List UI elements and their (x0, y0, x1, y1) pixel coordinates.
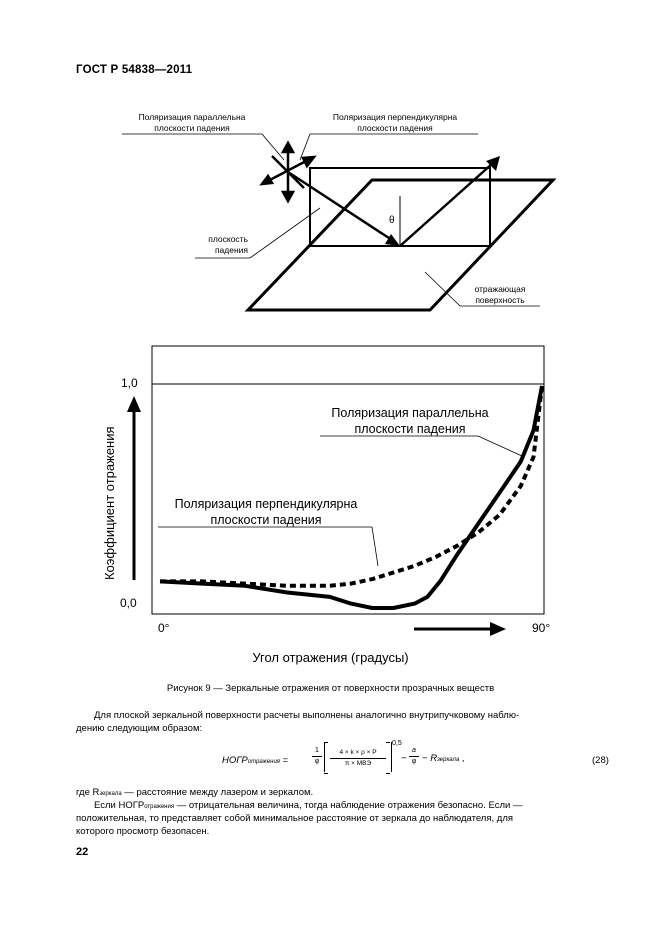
label-surface (460, 284, 540, 306)
x-axis-label: Угол отражения (градусы) (252, 650, 409, 665)
label-plane-line1: плоскость (208, 234, 248, 244)
para2-start: Если НОГР (94, 800, 145, 811)
y-axis-arrowhead (127, 396, 141, 412)
paragraph-sign-line3: которого просмотр безопасен. (76, 826, 210, 837)
formula-r: − Rзеркала , (422, 753, 465, 764)
formula-frac2-den: φ (409, 756, 419, 767)
label-perpendicular-line2: плоскости падения (357, 123, 433, 133)
formula-lhs-text: НОГР (222, 755, 248, 766)
formula-r-text: R (430, 753, 438, 764)
formula-frac1-num: 1 (315, 747, 319, 754)
label-perpendicular (312, 112, 478, 134)
formula-bracket-left-serifs (324, 742, 328, 774)
reflected-ray (400, 163, 493, 246)
annotation-perpendicular-line2: плоскости падения (210, 513, 322, 527)
chart-frame (152, 346, 544, 614)
incident-ray (288, 172, 392, 240)
label-parallel (122, 112, 262, 134)
x-axis-arrowhead (490, 622, 506, 636)
label-perpendicular-line1: Поляризация перпендикулярна (332, 112, 458, 122)
formula-frac2-num: a (412, 747, 416, 754)
label-parallel-line1: Поляризация параллельна (138, 112, 246, 122)
formula-lhs-sub: отражения (247, 759, 281, 765)
callout-leader-perpendicular (300, 134, 310, 160)
formula-main-den: π × МВЭ (330, 758, 386, 769)
where-rest: — расстояние между лазером и зеркалом. (121, 787, 314, 798)
formula-main-num: 4 × k × ρ × P (339, 749, 377, 756)
annotation-parallel-line2: плоскости падения (354, 422, 466, 436)
figure-caption: Рисунок 9 — Зеркальные отражения от поверхности прозрачных веществ (166, 683, 495, 694)
paragraph-sign-line2: положительная, то представляет собой минимальное расстояние от зеркала до наблюдателя, для (76, 813, 513, 824)
annotation-leader-perpendicular (372, 527, 378, 566)
x-tick-left: 0° (158, 621, 170, 635)
annotation-parallel-line1: Поляризация параллельна (331, 406, 489, 420)
para2-rest: — отрицательная величина, тогда наблюдение отражения безопасно. Если — (174, 800, 523, 811)
formula-number: (28) (592, 755, 609, 766)
label-surface-line1: отражающая (474, 284, 526, 294)
where-sub: зеркала (99, 791, 122, 797)
page-number: 22 (76, 846, 89, 858)
x-tick-right: 90° (532, 621, 551, 635)
theta-label: θ (389, 215, 395, 226)
formula-r-sub: зеркала (437, 757, 460, 763)
label-surface-line2: поверхность (475, 295, 525, 305)
formula-minus-1: − (401, 753, 407, 764)
formula-exponent: 0,5 (392, 740, 402, 747)
formula-frac1-den: φ (312, 756, 322, 767)
label-plane (176, 234, 248, 256)
annotation-parallel (312, 405, 508, 437)
paragraph-intro-line2: дению следующим образом: (76, 723, 203, 734)
label-parallel-line2: плоскости падения (154, 123, 230, 133)
polarization-arrows-icon (262, 143, 314, 201)
where-prefix: где R (76, 787, 100, 798)
formula-frac2 (409, 746, 419, 767)
annotation-perpendicular-line1: Поляризация перпендикулярна (174, 497, 358, 511)
document-header: ГОСТ Р 54838—2011 (76, 64, 193, 76)
y-tick-top: 1,0 (121, 376, 138, 390)
formula-frac1 (312, 746, 322, 767)
annotation-leader-parallel (478, 436, 522, 456)
label-plane-line2: падения (214, 245, 248, 255)
y-axis-label: Коэффициент отражения (102, 426, 117, 580)
annotation-perpendicular (152, 496, 380, 528)
y-tick-bottom: 0,0 (120, 596, 137, 610)
formula-lhs: НОГРотражения = (222, 755, 289, 766)
formula-main-frac (330, 748, 386, 769)
para2-sub: отражения (144, 804, 175, 810)
paragraph-intro-line1: Для плоской зеркальной поверхности расчеты выполнены аналогично внутрипучковому наблю- (94, 710, 520, 721)
callout-leader-surface (425, 272, 460, 306)
formula-bracket-right-serifs (386, 742, 390, 774)
